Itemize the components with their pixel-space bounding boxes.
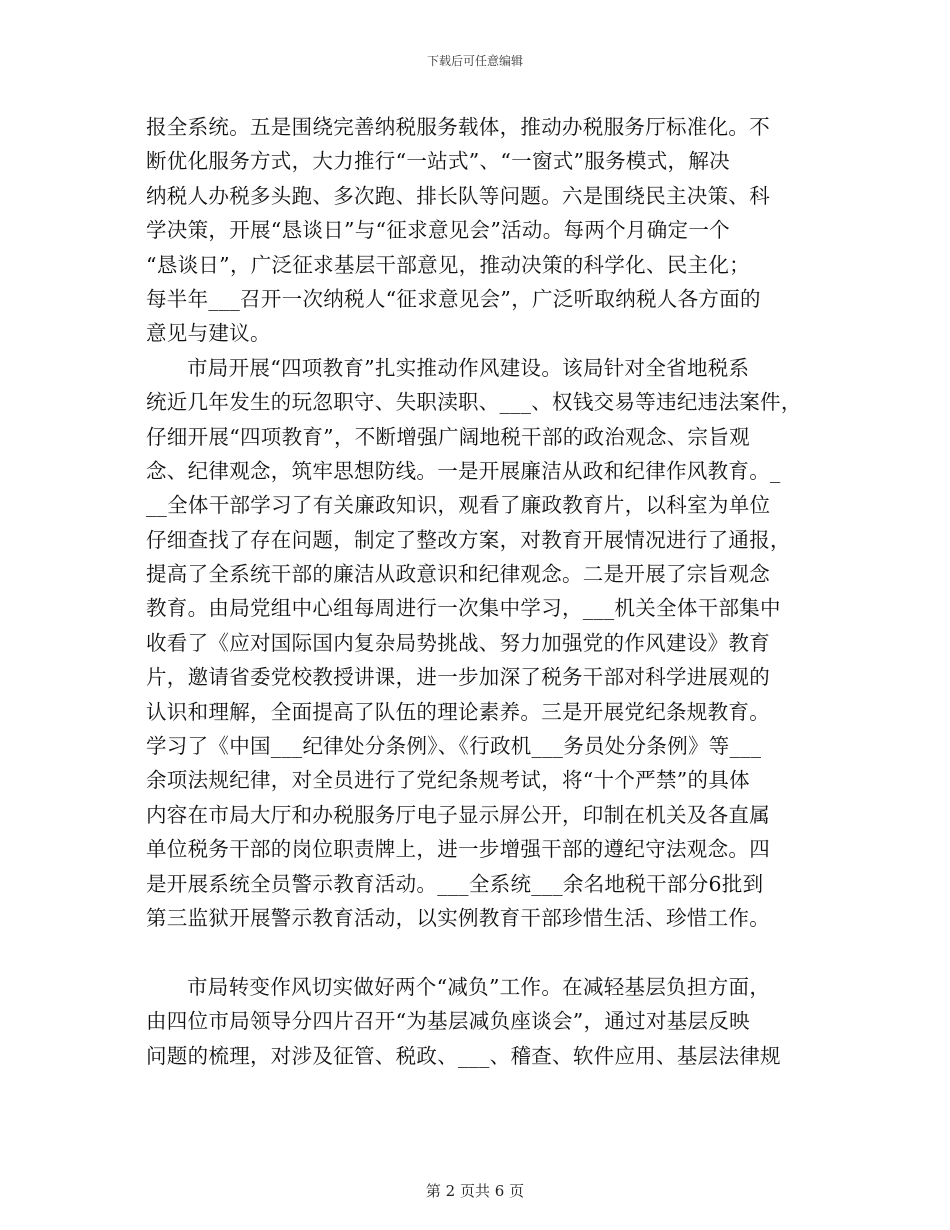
text-line: 统近几年发生的玩忽职守、失职渎职、___、权钱交易等违纪违法案件， [146,390,802,415]
text-line: 内容在市局大厅和办税服务厅电子显示屏公开，印制在机关及各直属 [146,802,770,827]
text-line: 收看了《应对国际国内复杂局势挑战、努力加强党的作风建设》教育 [146,630,770,655]
text-line: 提高了全系统干部的廉洁从政意识和纪律观念。二是开展了宗旨观念 [146,562,770,587]
text-line: 纳税人办税多头跑、多次跑、排长队等问题。六是围绕民主决策、科 [146,183,770,208]
text-line: 问题的梳理，对涉及征管、税政、___、稽查、软件应用、基层法律规 [146,1043,781,1068]
text-line: 片，邀请省委党校教授讲课，进一步加深了税务干部对科学进展观的 [146,665,770,690]
paragraph [146,351,810,970]
text-line: 由四位市局领导分四片召开“为基层减负座谈会”，通过对基层反映 [146,1009,750,1034]
page-header: 下载后可任意编辑 [426,54,523,68]
text-line: 单位税务干部的岗位职责牌上，进一步增强干部的遵纪守法观念。四 [146,837,770,862]
text-line: 仔细查找了存在问题，制定了整改方案，对教育开展情况进行了通报， [146,527,791,552]
text-line: 报全系统。五是围绕完善纳税服务载体，推动办税服务厅标准化。不 [146,115,770,139]
text-line [146,935,810,969]
text-line: 学习了《中国___纪律处分条例》、《行政机___务员处分条例》等___ [146,734,762,759]
paragraph [146,970,810,1073]
text-line: __全体干部学习了有关廉政知识，观看了廉政教育片，以科室为单位 [146,493,771,518]
text-line: 认识和理解，全面提高了队伍的理论素养。三是开展党纪条规教育。 [146,699,770,724]
paragraph [146,110,810,351]
text-line: 仔细开展“四项教育”，不断增强广阔地税干部的政治观念、宗旨观 [146,424,750,449]
text-line: 念、纪律观念，筑牢思想防线。一是开展廉洁从政和纪律作风教育。_ [146,458,781,483]
text-line: 余项法规纪律，对全员进行了党纪条规考试，将“十个严禁”的具体 [146,768,750,793]
text-line: 市局转变作风切实做好两个“减负”工作。在减轻基层负担方面， [187,974,771,999]
text-line: 教育。由局党组中心组每周进行一次集中学习，___机关全体干部集中 [146,596,781,621]
document-body [146,110,810,1073]
text-line: 第三监狱开展警示教育活动，以实例教育干部珍惜生活、珍惜工作。 [146,905,770,930]
page-footer: 第 2 页共 6 页 [425,1182,525,1200]
text-line: 意见与建议。 [146,321,271,346]
text-line: 是开展系统全员警示教育活动。___全系统___余名地税干部分6批到 [146,871,764,896]
text-line: “恳谈日”，广泛征求基层干部意见，推动决策的科学化、民主化； [146,252,750,277]
text-line: 市局开展“四项教育”扎实推动作风建设。该局针对全省地税系 [187,355,750,380]
text-line: 学决策，开展“恳谈日”与“征求意见会”活动。每两个月确定一个 [146,218,730,243]
text-line: 断优化服务方式，大力推行“一站式”、“一窗式”服务模式，解决 [146,149,730,174]
text-line: 每半年___召开一次纳税人“征求意见会”，广泛听取纳税人各方面的 [146,286,761,311]
